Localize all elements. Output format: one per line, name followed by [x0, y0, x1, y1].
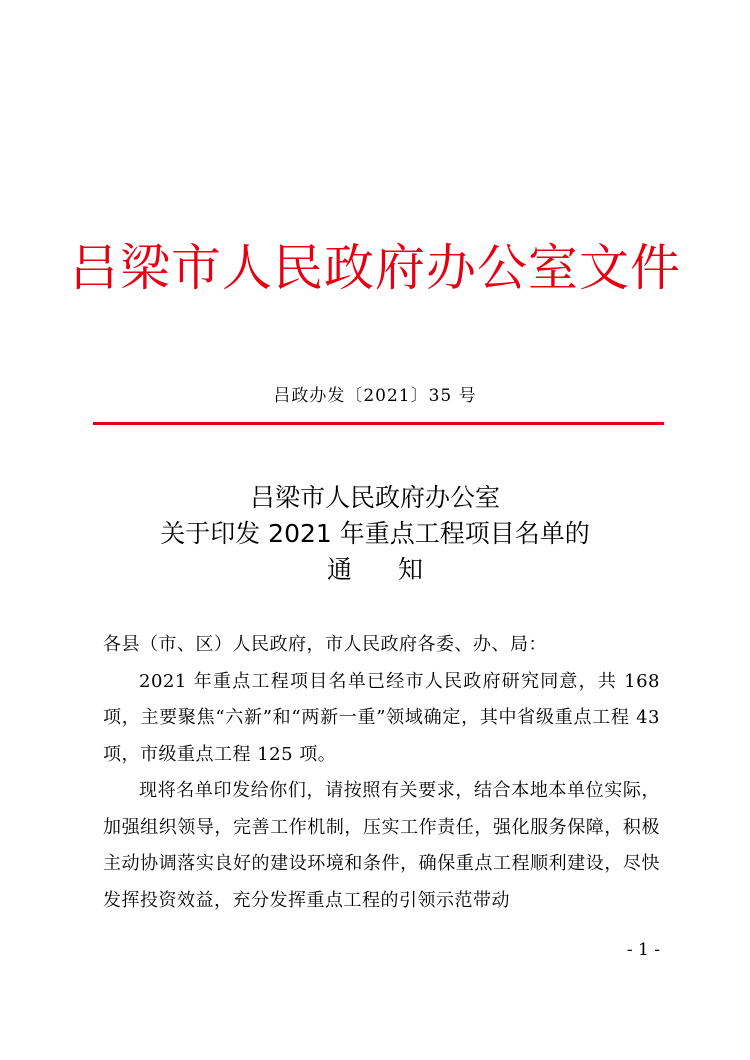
title-line-3: 通知 [326, 555, 469, 584]
salutation: 各县（市、区）人民政府，市人民政府各委、办、局： [103, 634, 547, 655]
page-number: - 1 - [626, 940, 660, 960]
document-number: 吕政办发〔2021〕35 号 [273, 386, 477, 406]
issuer-header: 吕梁市人民政府办公室文件 [69, 239, 681, 297]
paragraph-1: 2021 年重点工程项目名单已经市人民政府研究同意，共 168 项，主要聚焦“六新”和“两新一重”领域确定，其中省级重点工程 43 项，市级重点工程 125 项。 [103, 670, 660, 765]
document-body [103, 627, 660, 919]
title-line-1: 吕梁市人民政府办公室 [249, 483, 500, 512]
red-divider-line [93, 422, 664, 425]
title-line-2: 关于印发 2021 年重点工程项目名单的 [160, 519, 590, 548]
paragraph-2: 现将名单印发给你们，请按照有关要求，结合本地本单位实际，加强组织领导，完善工作机制，压实工作责任，强化服务保障，积极主动协调落实良好的建设环境和条件，确保重点工程顺利建设，尽快发挥投资效益，充分发挥重点工程的引领示范带动 [103, 780, 660, 911]
document-title [0, 480, 750, 588]
